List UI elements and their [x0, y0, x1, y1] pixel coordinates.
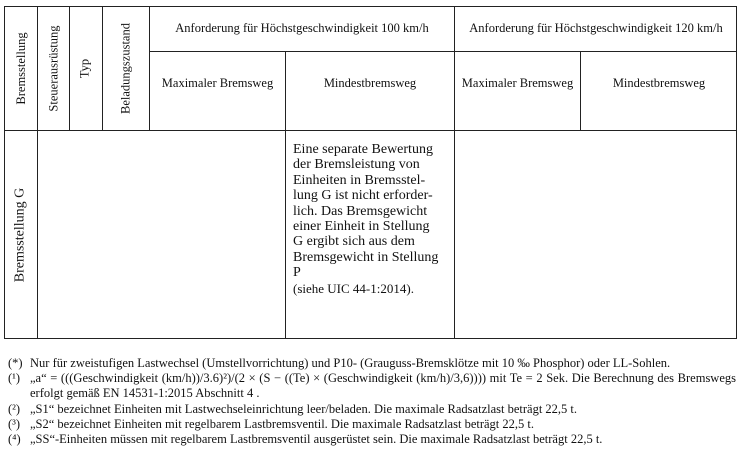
text-line: der Bremsleistung von	[293, 157, 420, 173]
header-steuerausruestung: Steuerausrüstung	[46, 25, 61, 112]
footnote-mark: (²)	[8, 401, 21, 416]
header-typ: Typ	[77, 58, 92, 79]
footnote-mark: (³)	[8, 416, 21, 431]
header-max-bremsweg-100: Maximaler Bremsweg	[161, 76, 274, 90]
header-max-bremsweg-120: Maximaler Bremsweg	[461, 76, 574, 90]
footnote	[8, 402, 736, 417]
footnote-text: Nur für zweistufigen Lastwechsel (Umstellvorrichtung) und P10- (Grauguss-Bremsklötze mit 10 ‰ Phosphor) oder LL-Sohlen.	[30, 356, 671, 370]
text-line: P	[293, 265, 301, 281]
mindest-bremsweg-g-text	[293, 142, 453, 296]
footnote-mark: (¹)	[8, 371, 21, 386]
footnote-text: „S2“ bezeichnet Einheiten mit regelbarem Lastbremsventil. Die maximale Radsatzlast beträgt 22,5 t.	[30, 416, 534, 431]
text-line: Bremsgewicht in Stellung	[293, 249, 439, 265]
row-label-bremsstellung-g: Bremsstellung G	[12, 187, 28, 283]
text-line: lung G ist nicht erforder-	[293, 188, 433, 204]
footnote-text: „a“ = (((Geschwindigkeit (km/h))/3.6)²)/(2 × (S − ((Te) × (Geschwindigkeit (km/h)/3,6)))) mit Te = 2 Sek. Die Berechnung des Bremswegs erfolgt gemäß EN 14531-1:2015 Abschnitt 4 .	[30, 371, 736, 401]
header-anforderung-100: Anforderung für Höchstgeschwindigkeit 100 km/h	[175, 21, 429, 35]
footnote	[8, 356, 736, 371]
footnote-text: „S1“ bezeichnet Einheiten mit Lastwechseleinrichtung leer/beladen. Die maximale Radsatzlast beträgt 22,5 t.	[30, 401, 578, 416]
footnote-text: „SS“-Einheiten müssen mit regelbarem Lastbremsventil ausgerüstet sein. Die maximale Radsatzlast beträgt 22,5 t.	[30, 432, 603, 447]
header-mindest-bremsweg-120: Mindestbremsweg	[612, 76, 706, 90]
footnote	[8, 417, 736, 432]
footnote-mark: (⁴)	[8, 432, 21, 447]
text-line: Einheiten in Bremsstel-	[293, 172, 426, 188]
text-line: einer Einheit in Stellung	[293, 219, 430, 235]
footnote	[8, 432, 736, 447]
footnote-mark: (*)	[8, 356, 23, 370]
footnote	[8, 371, 736, 401]
text-line: Eine separate Bewertung	[293, 142, 433, 157]
header-anforderung-120: Anforderung für Höchstgeschwindigkeit 120 km/h	[469, 21, 723, 35]
header-bremsstellung: Bremsstellung	[14, 32, 28, 105]
brake-requirements-table	[4, 6, 737, 339]
text-line: G ergibt sich aus dem	[293, 234, 415, 250]
header-mindest-bremsweg-100: Mindestbremsweg	[323, 76, 417, 90]
text-line: lich. Das Bremsgewicht	[293, 203, 428, 219]
text-line: (siehe UIC 44-1:2014).	[293, 280, 414, 296]
header-beladungszustand: Beladungszustand	[118, 23, 133, 114]
footnotes	[8, 356, 736, 447]
